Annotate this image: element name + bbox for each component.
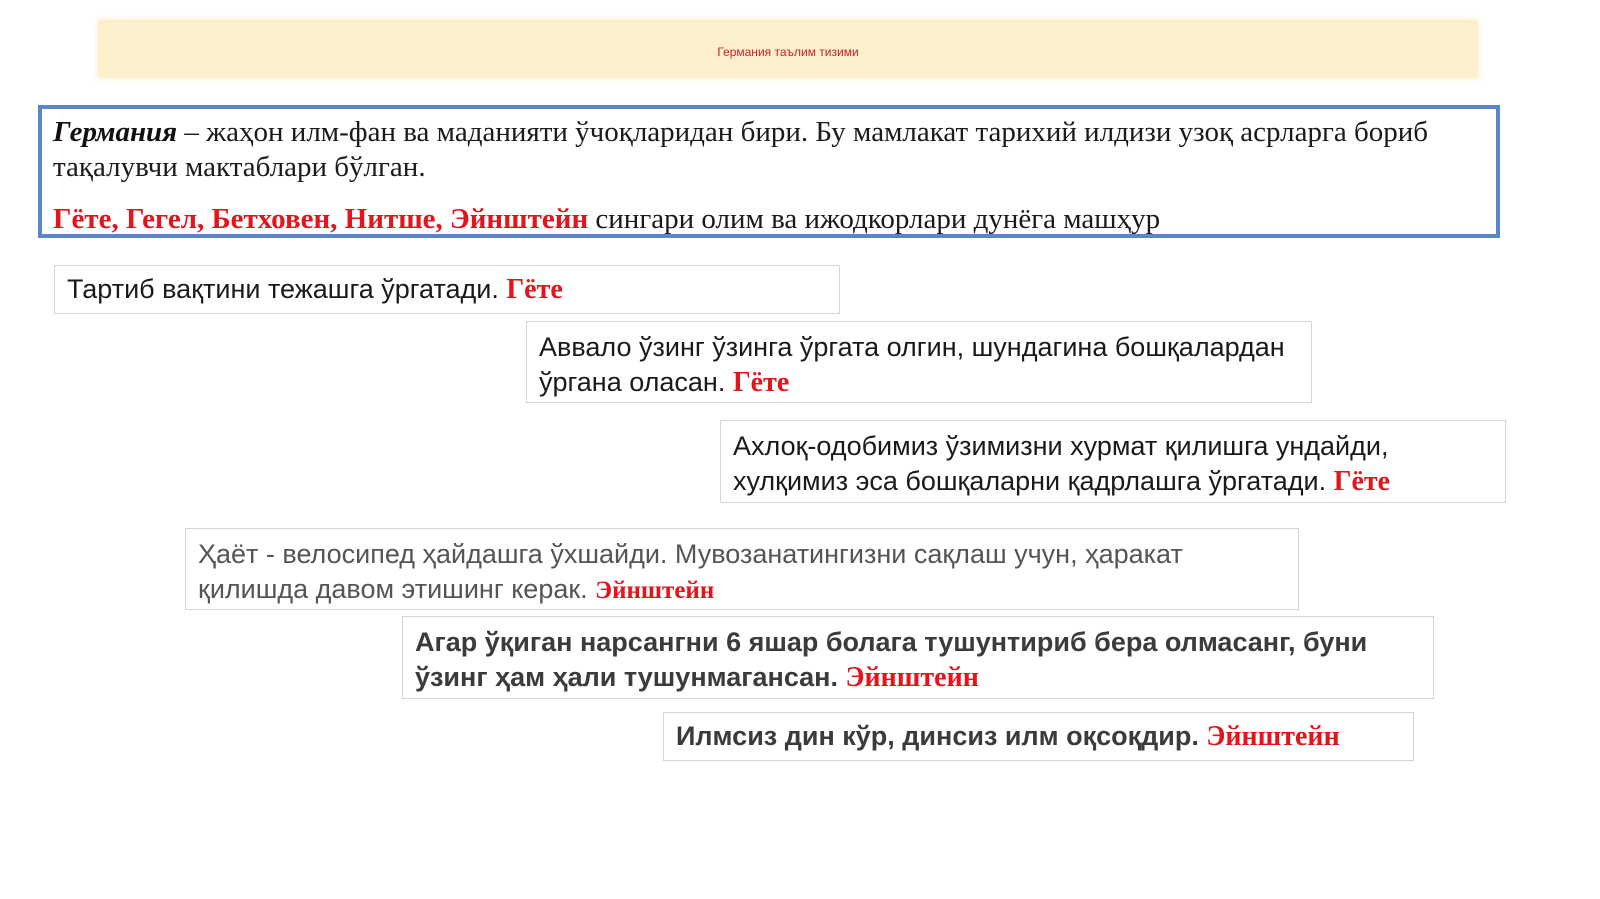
quote-text: Аввало ўзинг ўзинга ўргата олгин, шундагина бошқалардан ўргана оласан.: [539, 332, 1285, 397]
quote-author: Эйнштейн: [595, 577, 715, 604]
quote-author: Эйнштейн: [845, 662, 979, 693]
quote-box: [526, 321, 1312, 403]
quote-box: [720, 420, 1506, 503]
quote-author: Гёте: [732, 367, 790, 398]
intro-famous-people: [53, 202, 1485, 237]
quote-box: [185, 528, 1299, 610]
quote-text: Ҳаёт - велосипед ҳайдашга ўхшайди. Мувозанатингизни сақлаш учун, ҳаракат қилишда давом этишинг керак.: [198, 539, 1183, 604]
quote-author: Гёте: [506, 274, 563, 305]
quote-text: Ахлоқ-одобимиз ўзимизни хурмат қилишга ундайди, хулқимиз эса бошқаларни қадрлашга ўргатади.: [733, 431, 1389, 496]
quote-author: Эйнштейн: [1206, 721, 1340, 752]
quote-author: Гёте: [1333, 466, 1391, 497]
quote-box: [663, 712, 1414, 761]
quote-text: Агар ўқиган нарсангни 6 яшар болага тушунтириб бера олмасанг, буни ўзинг ҳам ҳали тушунмагансан.: [415, 627, 1368, 692]
quote-text: Илмсиз дин кўр, динсиз илм оқсоқдир.: [676, 721, 1207, 751]
intro-box: [38, 105, 1500, 238]
quote-box: [54, 265, 840, 314]
title-banner: [98, 20, 1478, 78]
famous-names-tail: сингари олим ва ижодкорлари дунёга машҳур: [588, 203, 1161, 235]
intro-country-name: Германия: [53, 116, 178, 148]
slide-title: Германия таълим тизими: [717, 45, 859, 59]
quote-text: Тартиб вақтини тежашга ўргатади.: [67, 274, 507, 304]
quote-box: [402, 616, 1434, 699]
intro-paragraph: [53, 115, 1485, 185]
famous-names: Гёте, Гегел, Бетховен, Нитше, Эйнштейн: [53, 203, 589, 235]
intro-sentence: – жаҳон илм-фан ва маданияти ўчоқларидан бири. Бу мамлакат тарихий илдизи узоқ асрларга бориб тақалувчи мактаблари бўлган.: [53, 116, 1429, 183]
